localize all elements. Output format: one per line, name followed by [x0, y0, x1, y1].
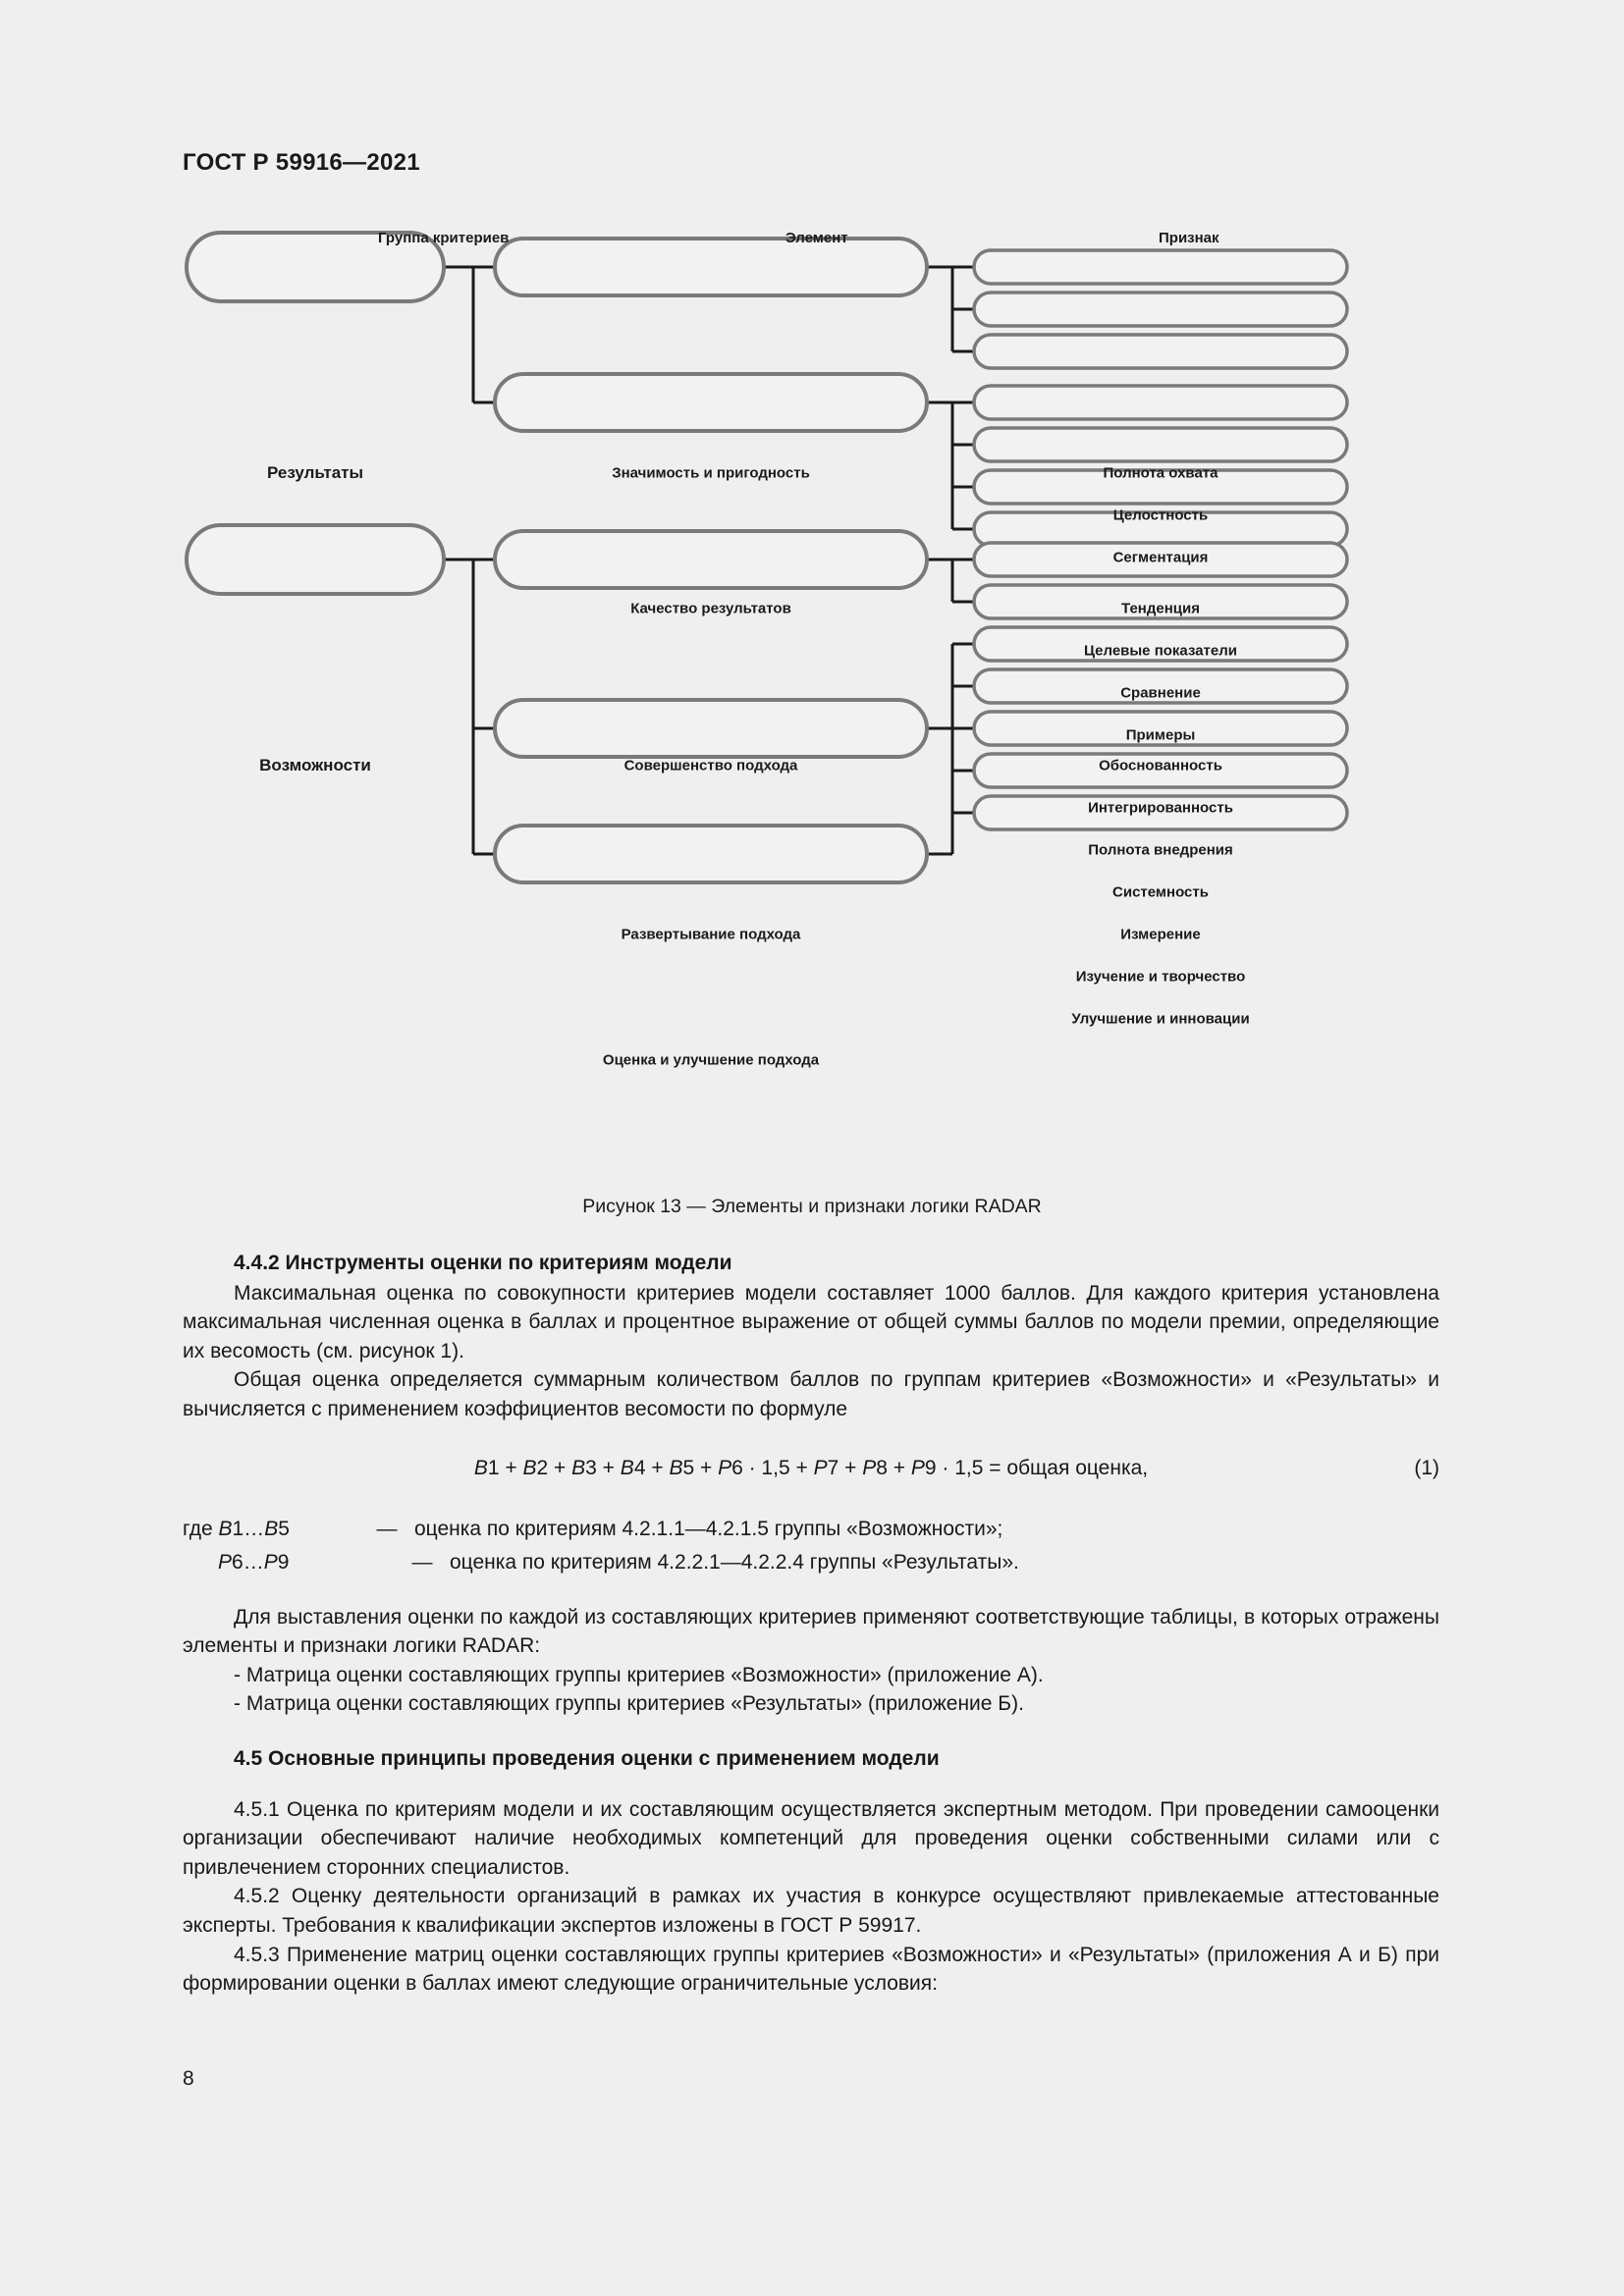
bullet-matrix-vozmozhnosti: - Матрица оценки составляющих группы критериев «Возможности» (приложение А).	[234, 1663, 1044, 1686]
figure-column-header-group: Группа критериев	[378, 230, 510, 246]
definition-text: оценка по критериям 4.2.1.1—4.2.1.5 группы «Возможности»;	[414, 1517, 1003, 1540]
node-sign-uluchshenie-innovacii-label: Улучшение и инновации	[1071, 1010, 1250, 1028]
figure-radar-tree	[177, 206, 1453, 1188]
node-element-razvertyvanie-label: Развертывание подхода	[621, 926, 801, 943]
definition-symbol: В1…В5	[218, 1517, 290, 1540]
node-element-kachestvo	[495, 374, 927, 431]
page-number: 8	[183, 2067, 194, 2090]
node-sign-izuchenie-tvorchestvo-label: Изучение и творчество	[1075, 968, 1246, 986]
formula-expression: В1 + В2 + В3 + В4 + В5 + Р6 · 1,5 + Р7 + Р8 + Р9 · 1,5 = общая оценка,	[473, 1456, 1149, 1479]
node-element-sovershenstvo-label: Совершенство подхода	[623, 757, 798, 774]
node-sign-obosnovannost	[974, 543, 1347, 576]
connector-lines-group	[444, 267, 495, 854]
node-group-rezultaty-label: Результаты	[266, 463, 364, 482]
connector-lines-element	[927, 267, 974, 854]
figure-diagram-canvas	[177, 206, 1453, 1188]
paragraph-4-5-2: 4.5.2 Оценку деятельности организаций в рамках их участия в конкурсе осуществляют привлекаемые аттестованные эксперты. Требования к квалификации экспертов изложены в ГОСТ Р 59917.	[183, 1885, 1439, 1937]
definition-dash: —	[376, 1517, 398, 1540]
node-sign-integrirovannost-label: Интегрированность	[1088, 799, 1233, 817]
bullet-matrix-rezultaty: - Матрица оценки составляющих группы критериев «Результаты» (приложение Б).	[234, 1692, 1024, 1716]
node-sign-polnota-vnedreniya	[974, 627, 1347, 661]
node-sign-segmentaciya-label: Сегментация	[1112, 549, 1209, 566]
heading-4-4-2: 4.4.2 Инструменты оценки по критериям модели	[234, 1252, 732, 1274]
definition-symbol: Р6…Р9	[218, 1550, 290, 1574]
node-sign-integrirovannost	[974, 585, 1347, 618]
sign-nodes	[974, 250, 1347, 829]
node-sign-celostnost-label: Целостность	[1112, 507, 1209, 524]
body-content	[183, 1249, 1439, 1999]
definition-row	[183, 1513, 1439, 1546]
formula-block	[183, 1454, 1439, 1483]
node-sign-polnota-ohvata	[974, 250, 1347, 284]
node-element-znachimost	[495, 239, 927, 295]
node-sign-izuchenie-tvorchestvo	[974, 754, 1347, 787]
definition-dash: —	[411, 1550, 433, 1574]
node-element-znachimost-label: Значимость и пригодность	[612, 464, 810, 482]
paragraph-matrix-intro: Для выставления оценки по каждой из составляющих критериев применяют соответствующие таблицы, в которых отражены элементы и признаки логики RADAR:	[183, 1605, 1439, 1658]
definition-row	[183, 1546, 1439, 1579]
paragraph-max-score: Максимальная оценка по совокупности критериев модели составляет 1000 баллов. Для каждого критерия установлена максимальная численная оценка в баллах и процентное выражение от общей суммы баллов по модели премии, определяющие их весомость (см. рисунок 1).	[183, 1281, 1439, 1362]
document-standard-id: ГОСТ Р 59916—2021	[183, 149, 420, 176]
node-sign-celostnost	[974, 293, 1347, 326]
definition-term	[183, 1546, 395, 1579]
paragraph-4-5-1: 4.5.1 Оценка по критериям модели и их составляющим осуществляется экспертным методом. При проведении самооценки организации обеспечивают наличие необходимых компетенций для проведения оценки собственными силами или с привлечением сторонних специалистов.	[183, 1797, 1439, 1879]
node-sign-sravnenie-label: Сравнение	[1120, 684, 1201, 702]
node-sign-polnota-ohvata-label: Полнота охвата	[1103, 464, 1218, 482]
node-sign-sravnenie	[974, 470, 1347, 504]
figure-column-header-element: Элемент	[785, 230, 848, 246]
definition-term	[183, 1513, 359, 1546]
node-sign-primery-label: Примеры	[1125, 726, 1196, 744]
node-group-vozmozhnosti-label: Возможности	[259, 756, 371, 774]
paragraph-total-score: Общая оценка определяется суммарным количеством баллов по группам критериев «Возможности» и «Результаты» и вычисляется с применением коэффициентов весомости по формуле	[183, 1368, 1439, 1420]
node-sign-polnota-vnedreniya-label: Полнота внедрения	[1088, 841, 1233, 859]
node-element-sovershenstvo	[495, 531, 927, 588]
node-sign-celevye-pokazateli	[974, 428, 1347, 461]
node-sign-segmentaciya	[974, 335, 1347, 368]
node-sign-tendenciya-label: Тенденция	[1121, 600, 1200, 617]
node-element-razvertyvanie	[495, 700, 927, 757]
formula-number: (1)	[1414, 1456, 1439, 1479]
paragraph-4-5-3: 4.5.3 Применение матриц оценки составляющих группы критериев «Возможности» и «Результаты» (приложения А и Б) при формировании оценки в баллах имеют следующие ограничительные условия:	[183, 1943, 1439, 1996]
formula-definitions	[183, 1513, 1439, 1579]
element-nodes	[495, 239, 927, 882]
definition-prefix: где	[183, 1517, 219, 1540]
definition-text: оценка по критериям 4.2.2.1—4.2.2.4 группы «Результаты».	[450, 1550, 1019, 1574]
node-sign-sistemnost	[974, 669, 1347, 703]
node-element-ocenka-label: Оценка и улучшение подхода	[602, 1051, 820, 1069]
node-sign-uluchshenie-innovacii	[974, 796, 1347, 829]
node-sign-izmerenie-label: Измерение	[1120, 926, 1201, 943]
node-sign-sistemnost-label: Системность	[1112, 883, 1209, 901]
figure-caption: Рисунок 13 — Элементы и признаки логики RADAR	[582, 1196, 1042, 1217]
node-element-kachestvo-label: Качество результатов	[630, 600, 791, 617]
node-element-ocenka	[495, 826, 927, 882]
node-sign-primery	[974, 512, 1347, 546]
node-group-vozmozhnosti	[187, 525, 444, 594]
group-nodes	[187, 233, 444, 594]
heading-4-5: 4.5 Основные принципы проведения оценки с применением модели	[234, 1746, 940, 1770]
node-sign-obosnovannost-label: Обоснованность	[1099, 757, 1222, 774]
node-sign-izmerenie	[974, 712, 1347, 745]
node-sign-tendenciya	[974, 386, 1347, 419]
node-sign-celevye-pokazateli-label: Целевые показатели	[1084, 642, 1237, 660]
figure-column-header-sign: Признак	[1159, 230, 1219, 246]
